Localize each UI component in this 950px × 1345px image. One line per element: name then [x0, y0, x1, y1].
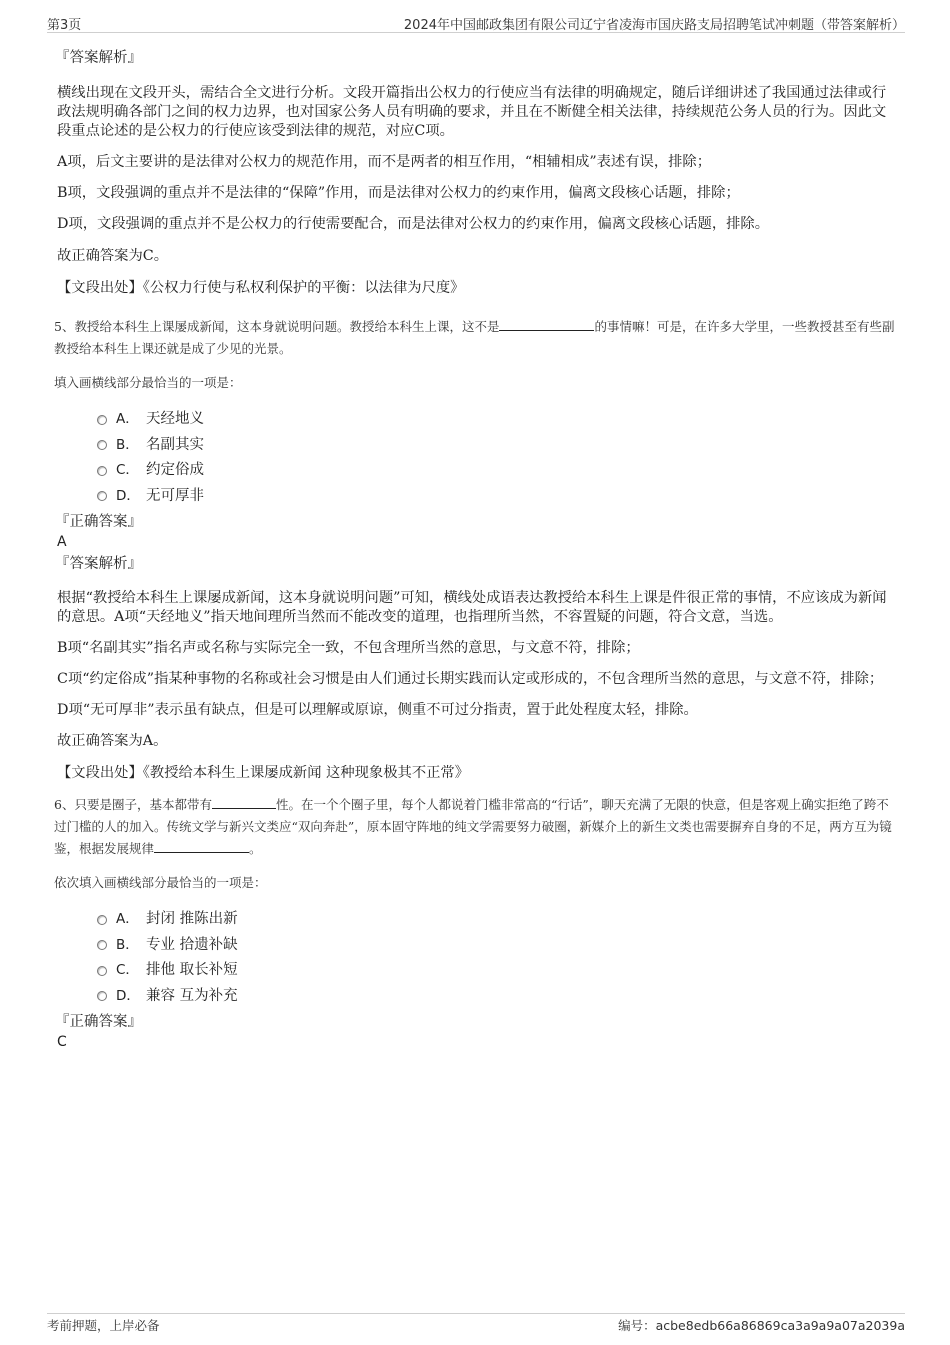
- option-b[interactable]: B． 名副其实: [97, 433, 895, 459]
- fill-blank: [499, 317, 594, 331]
- fill-blank: [154, 839, 249, 853]
- radio-icon[interactable]: [97, 466, 107, 476]
- footer-slogan: 考前押题，上岸必备: [47, 1318, 160, 1333]
- analysis-paragraph: D项，文段强调的重点并不是公权力的行使需要配合，而是法律对公权力的约束作用，偏离文段核心话题，排除。: [57, 216, 770, 232]
- question-stem: 5、教授给本科生上课屡成新闻，这本身就说明问题。教授给本科生上课，这不是 的事情嘛！可是，在许多大学里，一些教授甚至有些副教授给本科生上课还就是成了少见的光景。: [54, 319, 895, 356]
- source-citation: 【文段出处】《公权力行使与私权利保护的平衡：以法律为尺度》: [57, 280, 465, 296]
- option-b[interactable]: B． 专业 拾遗补缺: [97, 933, 895, 959]
- page-number: 第3页: [47, 18, 82, 33]
- source-citation: 【文段出处】《教授给本科生上课屡成新闻 这种现象极其不正常》: [57, 765, 470, 781]
- correct-answer-label: 『正确答案』: [55, 514, 142, 530]
- question-prompt: 填入画横线部分最恰当的一项是：: [54, 375, 242, 390]
- radio-icon[interactable]: [97, 415, 107, 425]
- option-d[interactable]: D． 无可厚非: [97, 484, 895, 510]
- page-content: [54, 44, 895, 1051]
- option-d[interactable]: D． 兼容 互为补充: [97, 984, 895, 1010]
- page-footer: [47, 1313, 905, 1334]
- question-stem: 6、只要是圈子，基本都带有 性。在一个个圈子里，每个人都说着门槛非常高的“行话”，聊天充满了无限的快意，但是客观上确实拒绝了跨不过门槛的人的加入。传统文学与新兴文类应“双向奔赴”，原本固守阵地的纯文学需要努力破圈，新媒介上的新生文类也需要摒弃自身的不足，两方互为镜鉴，根据发展规律 。: [54, 797, 892, 856]
- correct-answer: A: [57, 534, 67, 550]
- analysis-paragraph: 根据“教授给本科生上课屡成新闻，这本身就说明问题”可知，横线处成语表达教授给本科生上课是件很正常的事情，不应该成为新闻的意思。A项“天经地义”指天地间理所当然而不能改变的道理，也指理所当然，不容置疑的问题，符合文意，当选。: [57, 590, 887, 625]
- option-list: [57, 907, 895, 1009]
- option-c[interactable]: C． 排他 取长补短: [97, 958, 895, 984]
- radio-icon[interactable]: [97, 966, 107, 976]
- analysis-paragraph: B项，文段强调的重点并不是法律的“保障”作用，而是法律对公权力的约束作用，偏离文段核心话题，排除；: [57, 185, 740, 201]
- analysis-paragraph: 故正确答案为A。: [57, 733, 168, 749]
- page-header: [47, 14, 905, 33]
- radio-icon[interactable]: [97, 440, 107, 450]
- fill-blank: [212, 795, 276, 809]
- analysis-paragraph: C项“约定俗成”指某种事物的名称或社会习惯是由人们通过长期实践而认定或形成的，不包含理所当然的意思，与文意不符，排除；: [57, 671, 884, 687]
- radio-icon[interactable]: [97, 915, 107, 925]
- analysis-paragraph: A项，后文主要讲的是法律对公权力的规范作用，而不是两者的相互作用，“相辅相成”表述有误，排除；: [57, 154, 712, 170]
- analysis-paragraph: 横线出现在文段开头，需结合全文进行分析。文段开篇指出公权力的行使应当有法律的明确规定，随后详细讲述了我国通过法律或行政法规明确各部门之间的权力边界，也对国家公务人员有明确的要求，并且在不断健全相关法律，持续规范公务人员的行为。因此文段重点论述的是公权力的行使应该受到法律的规范，对应C项。: [57, 85, 887, 139]
- correct-answer-label: 『正确答案』: [55, 1014, 142, 1030]
- radio-icon[interactable]: [97, 491, 107, 501]
- analysis-paragraph: D项“无可厚非”表示虽有缺点，但是可以理解或原谅，侧重不可过分指责，置于此处程度太轻，排除。: [57, 702, 698, 718]
- document-id: 编号：acbe8edb66a86869ca3a9a9a07a2039a: [618, 1318, 905, 1333]
- document-title: 2024年中国邮政集团有限公司辽宁省凌海市国庆路支局招聘笔试冲刺题（带答案解析）: [403, 18, 905, 33]
- radio-icon[interactable]: [97, 991, 107, 1001]
- analysis-paragraph: B项“名副其实”指名声或名称与实际完全一致，不包含理所当然的意思，与文意不符，排除；: [57, 640, 640, 656]
- analysis-label: 『答案解析』: [55, 556, 142, 572]
- option-c[interactable]: C． 约定俗成: [97, 458, 895, 484]
- option-list: [57, 407, 895, 509]
- option-a[interactable]: A． 天经地义: [97, 407, 895, 433]
- analysis-label: 『答案解析』: [55, 50, 142, 66]
- option-a[interactable]: A． 封闭 推陈出新: [97, 907, 895, 933]
- correct-answer: C: [57, 1034, 67, 1050]
- question-prompt: 依次填入画横线部分最恰当的一项是：: [54, 875, 267, 890]
- analysis-paragraph: 故正确答案为C。: [57, 248, 169, 264]
- radio-icon[interactable]: [97, 940, 107, 950]
